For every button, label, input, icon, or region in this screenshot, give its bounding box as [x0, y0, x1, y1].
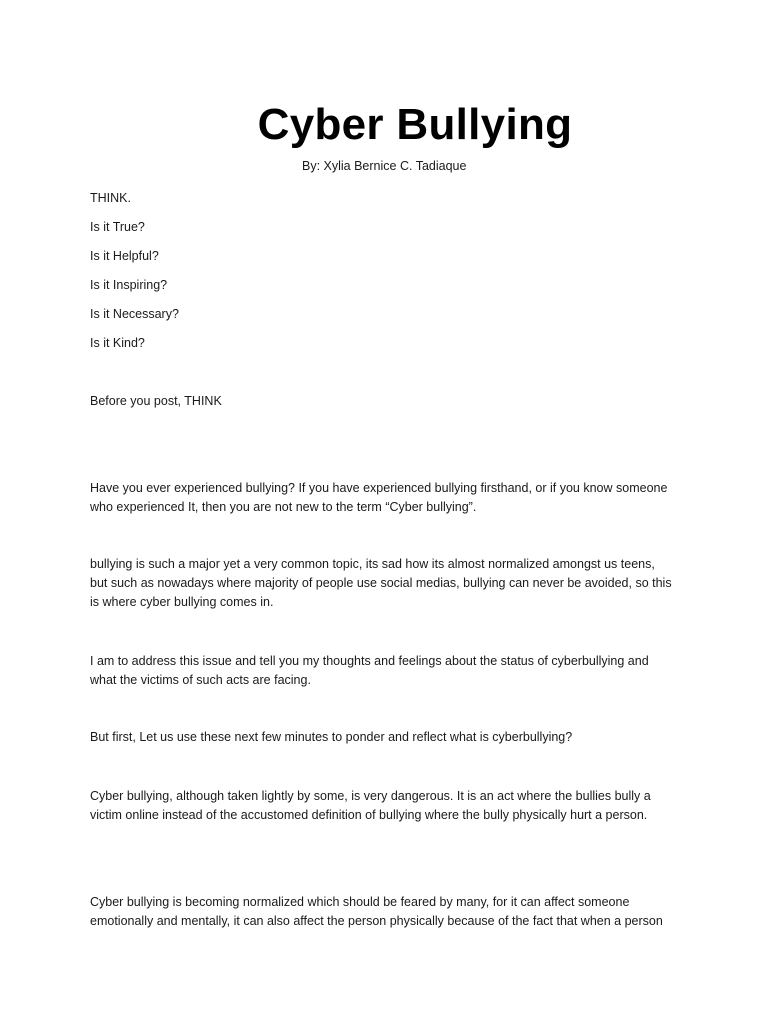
paragraph-line: Have you ever experienced bullying? If you have experienced bullying firsthand, or if you know someone — [90, 481, 668, 495]
paragraph-6 — [90, 893, 690, 931]
paragraph-2 — [90, 555, 690, 612]
think-item-necessary: Is it Necessary? — [90, 307, 179, 321]
paragraph-4 — [90, 728, 690, 747]
paragraph-line: Cyber bullying is becoming normalized which should be feared by many, for it can affect someone — [90, 895, 630, 909]
paragraph-line: victim online instead of the accustomed definition of bullying where the bully physically hurt a person. — [90, 808, 648, 822]
think-item-inspiring: Is it Inspiring? — [90, 278, 168, 292]
document-byline: By: Xylia Bernice C. Tadiaque — [302, 159, 467, 173]
think-item-true: Is it True? — [90, 220, 145, 234]
paragraph-3 — [90, 652, 690, 690]
think-item-helpful: Is it Helpful? — [90, 249, 159, 263]
paragraph-line: what the victims of such acts are facing. — [90, 673, 311, 687]
paragraph-line: Cyber bullying, although taken lightly by some, is very dangerous. It is an act where the bullies bully a — [90, 789, 651, 803]
paragraph-line: who experienced It, then you are not new to the term “Cyber bullying”. — [90, 500, 477, 514]
paragraph-line: but such as nowadays where majority of people use social medias, bullying can never be avoided, so this — [90, 576, 672, 590]
paragraph-line: bullying is such a major yet a very common topic, its sad how its almost normalized amongst us teens, — [90, 557, 655, 571]
paragraph-line: is where cyber bullying comes in. — [90, 595, 274, 609]
before-post-line: Before you post, THINK — [90, 394, 222, 408]
paragraph-5 — [90, 787, 690, 825]
paragraph-line: I am to address this issue and tell you my thoughts and feelings about the status of cyberbullying and — [90, 654, 649, 668]
paragraph-line: emotionally and mentally, it can also affect the person physically because of the fact that when a person — [90, 914, 663, 928]
think-heading: THINK. — [90, 191, 131, 205]
paragraph-line: But first, Let us use these next few minutes to ponder and reflect what is cyberbullying? — [90, 730, 573, 744]
paragraph-1 — [90, 479, 690, 517]
document-title: Cyber Bullying — [257, 100, 573, 149]
think-item-kind: Is it Kind? — [90, 336, 145, 350]
